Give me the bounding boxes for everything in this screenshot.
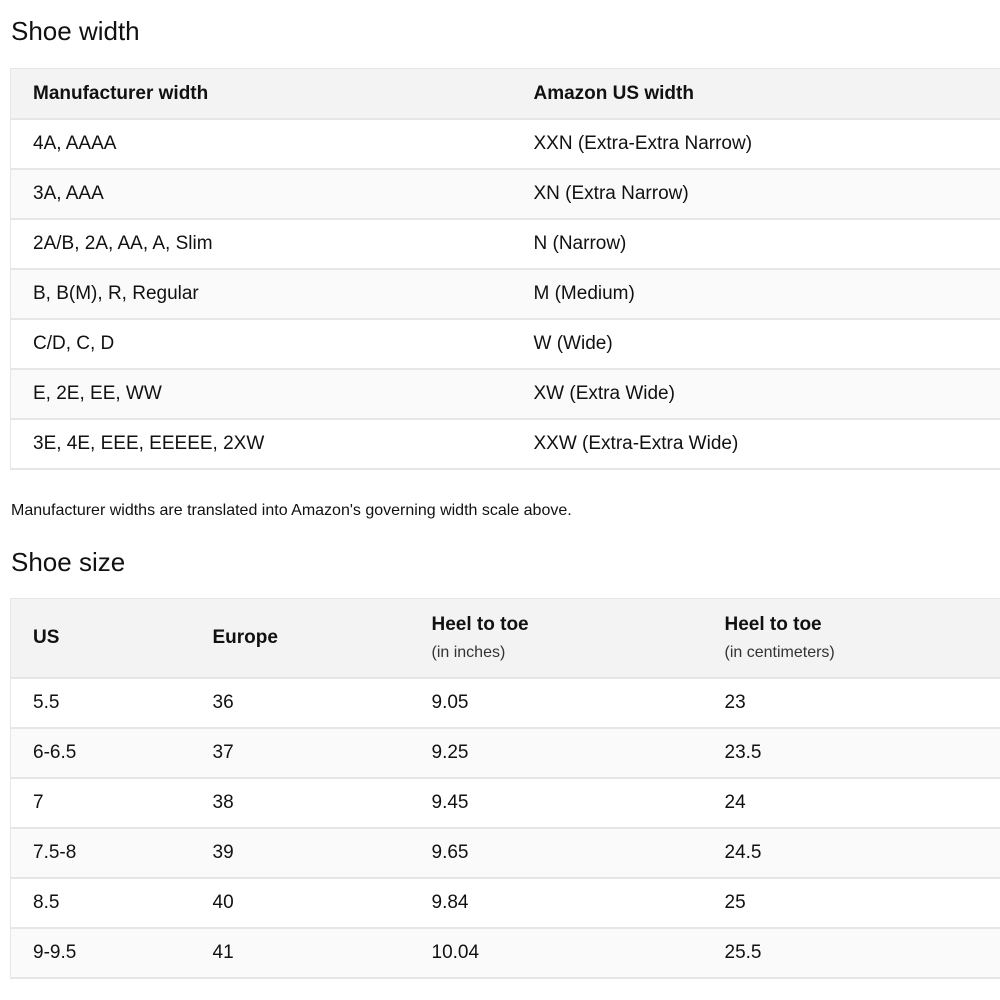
shoe-width-table (10, 68, 1000, 470)
table-header-row (11, 599, 1000, 679)
us-size-cell: 9-9.5 (11, 928, 191, 978)
table-row (11, 928, 1000, 978)
header-label: Europe (212, 627, 278, 648)
header-label: Heel to toe (431, 614, 529, 635)
table-row (11, 828, 1000, 878)
manufacturer-width-cell: 2A/B, 2A, AA, A, Slim (11, 219, 512, 269)
europe-size-cell: 36 (191, 678, 410, 728)
amazon-width-cell: XXW (Extra-Extra Wide) (512, 419, 1000, 469)
amazon-width-cell: M (Medium) (512, 269, 1000, 319)
shoe-size-table (10, 598, 1000, 979)
centimeters-cell: 25.5 (703, 928, 1000, 978)
europe-size-cell: 38 (191, 778, 410, 828)
table-header-row (11, 69, 1000, 120)
centimeters-cell: 24 (703, 778, 1000, 828)
manufacturer-width-cell: 4A, AAAA (11, 119, 512, 169)
header-manufacturer-width: Manufacturer width (11, 69, 512, 120)
header-amazon-us-width: Amazon US width (512, 69, 1000, 120)
inches-cell: 9.84 (410, 878, 703, 928)
table-row (11, 728, 1000, 778)
table-row (11, 369, 1000, 419)
table-row (11, 878, 1000, 928)
header-us (11, 599, 191, 679)
manufacturer-width-cell: 3A, AAA (11, 169, 512, 219)
shoe-size-title: Shoe size (11, 547, 126, 577)
manufacturer-width-cell: B, B(M), R, Regular (11, 269, 512, 319)
amazon-width-cell: XW (Extra Wide) (512, 369, 1000, 419)
inches-cell: 10.04 (410, 928, 703, 978)
header-unit: (in centimeters) (724, 644, 835, 661)
inches-cell: 9.05 (410, 678, 703, 728)
header-heel-to-toe-centimeters (703, 599, 1000, 679)
us-size-cell: 5.5 (11, 678, 191, 728)
header-europe (191, 599, 410, 679)
table-row (11, 219, 1000, 269)
table-row (11, 119, 1000, 169)
amazon-width-cell: N (Narrow) (512, 219, 1000, 269)
table-row (11, 678, 1000, 728)
us-size-cell: 8.5 (11, 878, 191, 928)
manufacturer-width-cell: C/D, C, D (11, 319, 512, 369)
amazon-width-cell: XXN (Extra-Extra Narrow) (512, 119, 1000, 169)
europe-size-cell: 39 (191, 828, 410, 878)
us-size-cell: 7.5-8 (11, 828, 191, 878)
centimeters-cell: 23 (703, 678, 1000, 728)
manufacturer-width-cell: 3E, 4E, EEE, EEEEE, 2XW (11, 419, 512, 469)
europe-size-cell: 40 (191, 878, 410, 928)
table-row (11, 319, 1000, 369)
amazon-width-cell: W (Wide) (512, 319, 1000, 369)
header-label: US (33, 627, 60, 648)
centimeters-cell: 24.5 (703, 828, 1000, 878)
centimeters-cell: 25 (703, 878, 1000, 928)
amazon-width-cell: XN (Extra Narrow) (512, 169, 1000, 219)
table-row (11, 169, 1000, 219)
us-size-cell: 7 (11, 778, 191, 828)
header-label: Heel to toe (724, 614, 822, 635)
europe-size-cell: 41 (191, 928, 410, 978)
width-note: Manufacturer widths are translated into Amazon's governing width scale above. (11, 502, 572, 519)
header-unit: (in inches) (431, 644, 506, 661)
us-size-cell: 6-6.5 (11, 728, 191, 778)
inches-cell: 9.65 (410, 828, 703, 878)
header-heel-to-toe-inches (410, 599, 703, 679)
table-row (11, 419, 1000, 469)
table-row (11, 778, 1000, 828)
shoe-width-title: Shoe width (11, 16, 140, 46)
inches-cell: 9.45 (410, 778, 703, 828)
table-row (11, 269, 1000, 319)
manufacturer-width-cell: E, 2E, EE, WW (11, 369, 512, 419)
centimeters-cell: 23.5 (703, 728, 1000, 778)
europe-size-cell: 37 (191, 728, 410, 778)
inches-cell: 9.25 (410, 728, 703, 778)
